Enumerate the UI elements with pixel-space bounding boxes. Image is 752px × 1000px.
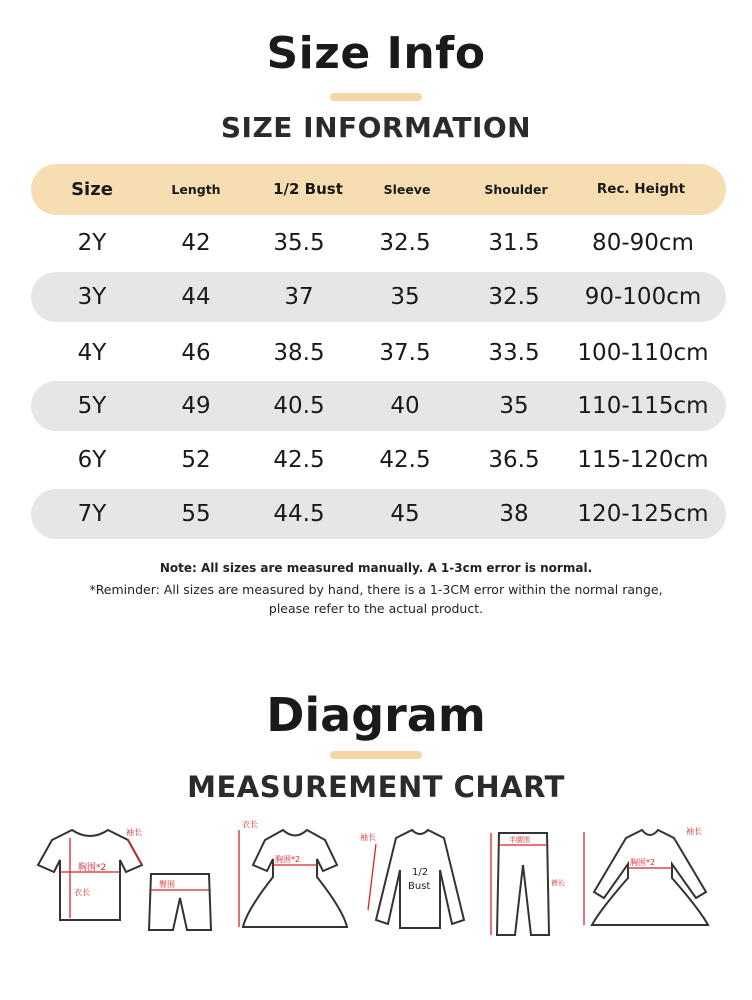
table-cell: 115-120cm [577, 447, 709, 473]
size-table-header [31, 164, 726, 215]
dress-bust-label: 胸围*2 [275, 855, 301, 864]
table-cell: 49 [181, 393, 211, 419]
table-cell: 37.5 [379, 340, 431, 366]
title-underline [330, 93, 422, 101]
table-cell: 100-110cm [577, 340, 709, 366]
col-header-height: Rec. Height [596, 181, 686, 197]
table-cell: 33.5 [488, 340, 540, 366]
col-header-bust: 1/2 Bust [273, 180, 343, 198]
table-cell: 80-90cm [592, 230, 694, 256]
table-row [31, 218, 726, 268]
col-header-length: Length [171, 182, 221, 197]
col-header-size: Size [71, 179, 113, 200]
table-cell: 35 [390, 284, 420, 310]
col-header-shoulder: Shoulder [484, 182, 548, 197]
table-cell: 32.5 [379, 230, 431, 256]
dress-length-label: 衣长 [242, 820, 258, 829]
lsd-sleeve-label: 袖长 [686, 827, 702, 836]
table-cell: 42.5 [379, 447, 431, 473]
waist-label: 半腰围 [509, 836, 530, 844]
table-cell: 44 [181, 284, 211, 310]
measurement-diagram [30, 815, 722, 945]
table-cell: 52 [181, 447, 211, 473]
sleeve-label: 袖长 [126, 828, 142, 837]
table-cell: 2Y [77, 230, 107, 256]
diagram-title: Diagram [266, 688, 486, 742]
table-cell: 40 [390, 393, 420, 419]
tshirt-icon [30, 820, 150, 930]
length-label: 衣长 [74, 888, 90, 897]
table-cell: 7Y [77, 501, 107, 527]
ls-sleeve-label: 袖长 [360, 833, 376, 842]
table-cell: 32.5 [488, 284, 540, 310]
pants-length-label: 裤长 [551, 879, 565, 887]
reminder-line-2: please refer to the actual product. [268, 601, 484, 616]
table-cell: 6Y [77, 447, 107, 473]
table-row [31, 381, 726, 431]
table-cell: 5Y [77, 393, 107, 419]
reminder-line-1: *Reminder: All sizes are measured by hand, there is a 1-3CM error within the normal range, [89, 582, 663, 597]
table-cell: 44.5 [273, 501, 325, 527]
table-cell: 55 [181, 501, 211, 527]
table-row [31, 435, 726, 485]
table-cell: 4Y [77, 340, 107, 366]
longsleeve-icon [360, 820, 480, 940]
table-cell: 38.5 [273, 340, 325, 366]
table-row [31, 328, 726, 378]
diagram-underline [330, 751, 422, 759]
table-cell: 120-125cm [577, 501, 709, 527]
table-row [31, 272, 726, 322]
table-cell: 90-100cm [584, 284, 702, 310]
table-cell: 40.5 [273, 393, 325, 419]
table-cell: 35 [499, 393, 529, 419]
ls-dress-icon [580, 820, 720, 940]
table-cell: 31.5 [488, 230, 540, 256]
page-title: Size Info [266, 28, 486, 79]
table-cell: 35.5 [273, 230, 325, 256]
hip-label: 臀围 [159, 880, 175, 889]
table-cell: 3Y [77, 284, 107, 310]
table-cell: 110-115cm [577, 393, 709, 419]
table-cell: 42.5 [273, 447, 325, 473]
shorts-icon [145, 870, 215, 940]
table-row [31, 489, 726, 539]
measurement-note: Note: All sizes are measured manually. A 1-3cm error is normal. [159, 561, 593, 575]
lsd-bust-label: 胸围*2 [630, 858, 656, 867]
diagram-subtitle: MEASUREMENT CHART [187, 770, 565, 804]
dress-icon [235, 815, 355, 940]
table-cell: 38 [499, 501, 529, 527]
table-cell: 46 [181, 340, 211, 366]
table-cell: 36.5 [488, 447, 540, 473]
table-cell: 45 [390, 501, 420, 527]
table-cell: 37 [284, 284, 314, 310]
half-bust-label-1: 1/2 [412, 867, 429, 878]
col-header-sleeve: Sleeve [383, 182, 431, 197]
half-bust-label-2: Bust [408, 881, 431, 892]
section-subtitle: SIZE INFORMATION [220, 111, 532, 144]
bust-label: 胸围*2 [78, 863, 107, 873]
pants-icon [485, 825, 565, 945]
table-cell: 42 [181, 230, 211, 256]
